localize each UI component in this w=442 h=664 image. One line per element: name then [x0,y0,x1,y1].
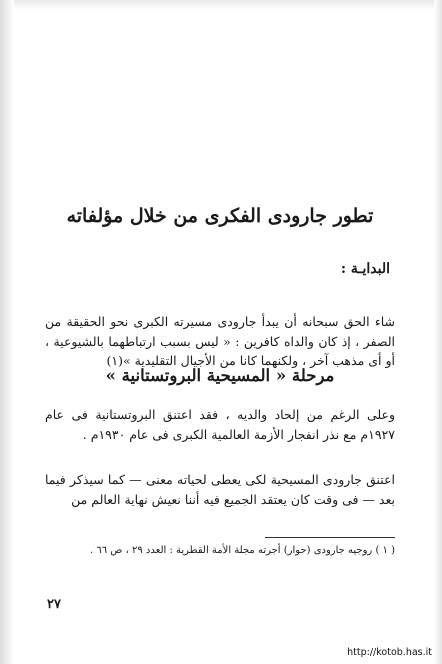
page-number: ٢٧ [47,597,61,612]
footnote-divider [265,537,395,538]
paragraph-1: شاء الحق سبحانه أن يبدأ جارودى مسيرته الكبرى نحو الحقيقة من الصفر ، إذ كان والداه كافرين : « ليس بسبب ارتباطهما بالشيوعية ، أو أى مذهب آخر ، ولكنهما كانا من الأجيال التقليدية »(١) [45,314,395,368]
chapter-title: تطور جارودى الفكرى من خلال مؤلفاته [66,205,374,227]
section-heading-protestant: مرحلة « المسيحية البروتستانية » [105,366,335,385]
watermark-url: http://kotob.has.it [347,647,432,658]
paragraph-3: اعتنق جارودى المسيحية لكى يعطى لحياته معنى — كما سيذكر فيما بعد — فى وقت كان يعتقد الجميع فيه أننا نعيش نهاية العالم من [45,472,395,507]
footnote: ( ١ ) روجيه جارودى (حوار) أجرته مجلة الأمة القطرية : العدد ٢٩ ، ص ٦٦ . [90,545,395,556]
section-label-beginning: البدايـة : [340,261,390,277]
paragraph-2: وعلى الرغم من إلحاد والديه ، فقد اعتنق البروتستانية فى عام ١٩٢٧م مع نذر انفجار الأزمة العالمية الكبرى فى عام ١٩٣٠م . [45,407,395,442]
